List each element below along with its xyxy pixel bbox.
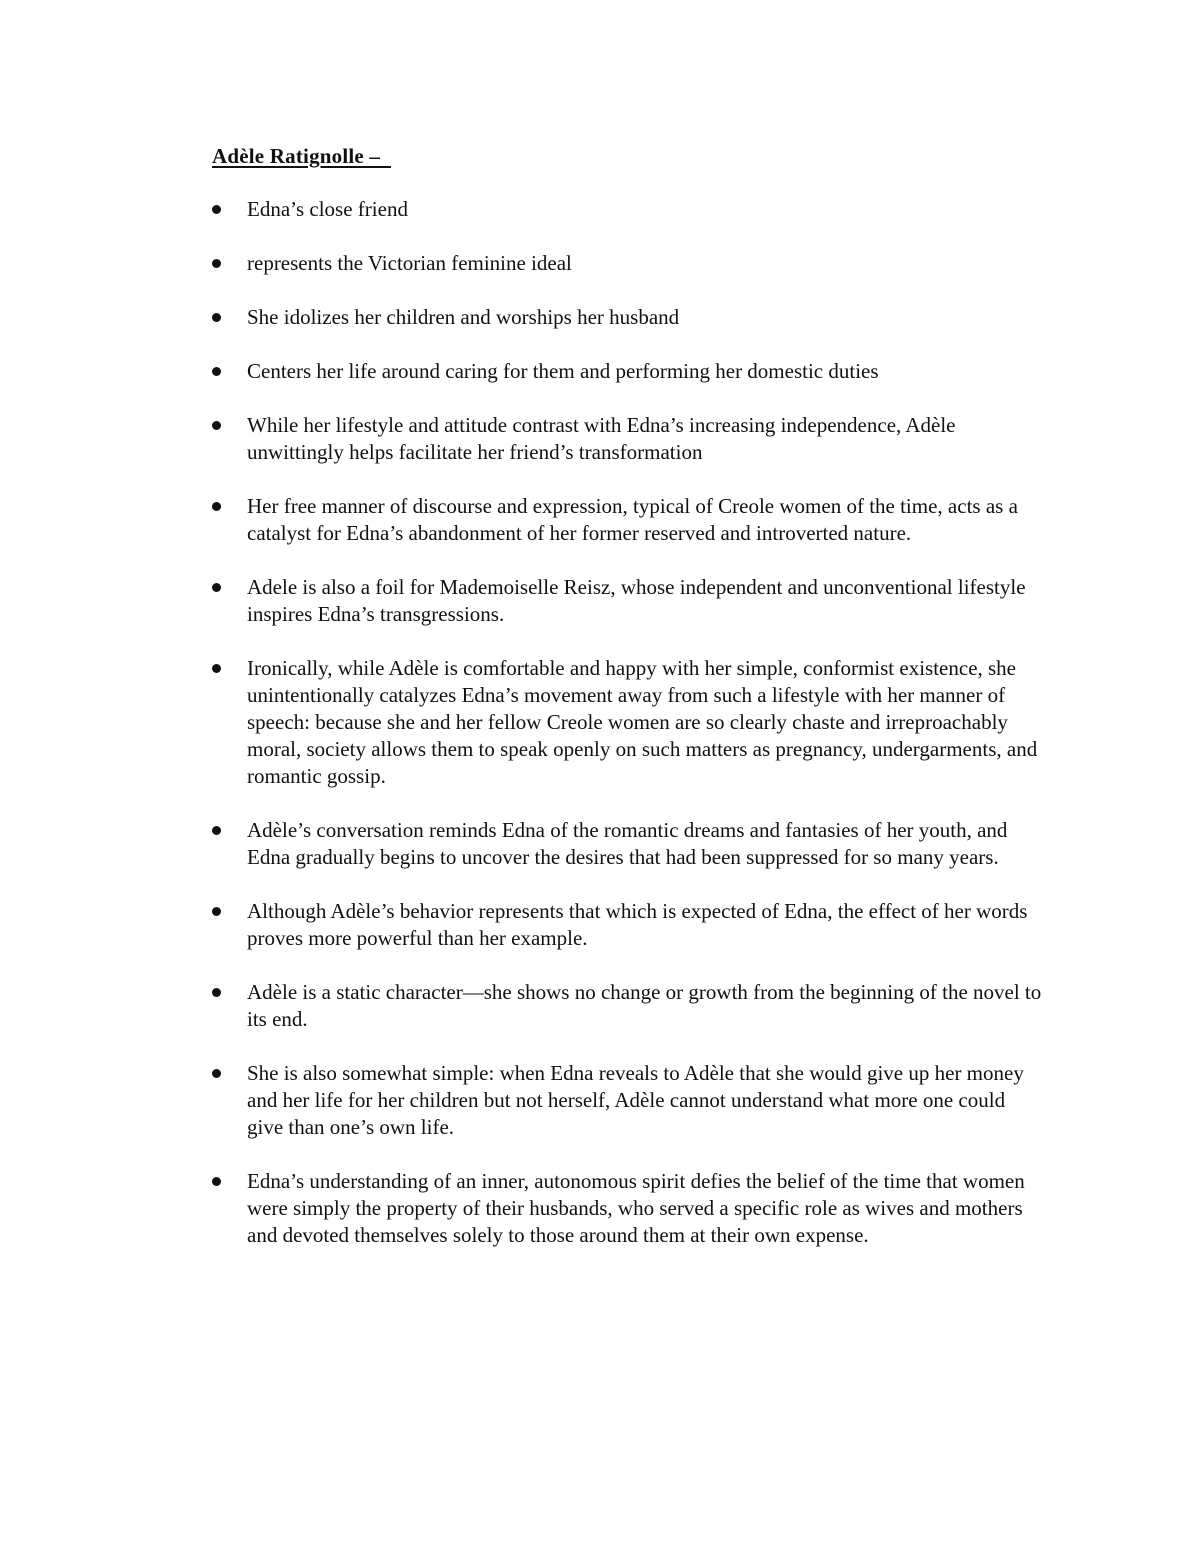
bullet-icon bbox=[212, 502, 221, 511]
list-item-text: Edna’s close friend bbox=[247, 197, 408, 221]
list-item-text: Her free manner of discourse and expression, typical of Creole women of the time, acts as a catalyst for Edna’s abandonment of her former reserved and introverted nature. bbox=[247, 494, 1018, 545]
bullet-icon bbox=[212, 664, 221, 673]
bullet-icon bbox=[212, 1069, 221, 1078]
list-item bbox=[212, 358, 1042, 385]
page-title: Adèle Ratignolle – bbox=[212, 144, 391, 168]
list-item bbox=[212, 817, 1042, 871]
bullet-icon bbox=[212, 205, 221, 214]
list-item bbox=[212, 304, 1042, 331]
list-item-text: Ironically, while Adèle is comfortable and happy with her simple, conformist existence, she unintentionally catalyzes Edna’s movement away from such a lifestyle with her manner of speech: because she and her fellow Creole women are so clearly chaste and irreproachably moral, society allows them to speak openly on such matters as pregnancy, undergarments, and romantic gossip. bbox=[247, 656, 1038, 788]
list-item-text: represents the Victorian feminine ideal bbox=[247, 251, 572, 275]
list-item-text: Adele is also a foil for Mademoiselle Reisz, whose independent and unconventional lifestyle inspires Edna’s transgressions. bbox=[247, 575, 1026, 626]
bullet-icon bbox=[212, 421, 221, 430]
list-item-text: She is also somewhat simple: when Edna reveals to Adèle that she would give up her money and her life for her children but not herself, Adèle cannot understand what more one could give than one’s own life. bbox=[247, 1061, 1024, 1139]
list-item-text: Adèle is a static character—she shows no change or growth from the beginning of the novel to its end. bbox=[247, 980, 1042, 1031]
list-item-text: Edna’s understanding of an inner, autonomous spirit defies the belief of the time that women were simply the property of their husbands, who served a specific role as wives and mothers and devoted themselves solely to those around them at their own expense. bbox=[247, 1169, 1025, 1247]
list-item bbox=[212, 250, 1042, 277]
list-item-text: She idolizes her children and worships her husband bbox=[247, 305, 680, 329]
list-item-text: Although Adèle’s behavior represents that which is expected of Edna, the effect of her words proves more powerful than her example. bbox=[247, 899, 1028, 950]
bullet-icon bbox=[212, 907, 221, 916]
list-item-text: While her lifestyle and attitude contrast with Edna’s increasing independence, Adèle unwittingly helps facilitate her friend’s transformation bbox=[247, 413, 956, 464]
list-item-text: Centers her life around caring for them and performing her domestic duties bbox=[247, 359, 879, 383]
list-item bbox=[212, 493, 1042, 547]
list-item bbox=[212, 655, 1042, 790]
bullet-icon bbox=[212, 988, 221, 997]
list-item bbox=[212, 979, 1042, 1033]
bullet-icon bbox=[212, 313, 221, 322]
bullet-icon bbox=[212, 826, 221, 835]
bullet-list bbox=[212, 196, 1042, 1276]
list-item bbox=[212, 196, 1042, 223]
bullet-icon bbox=[212, 583, 221, 592]
list-item-text: Adèle’s conversation reminds Edna of the romantic dreams and fantasies of her youth, and Edna gradually begins to uncover the desires that had been suppressed for so many years. bbox=[247, 818, 1008, 869]
list-item bbox=[212, 898, 1042, 952]
bullet-icon bbox=[212, 259, 221, 268]
list-item bbox=[212, 1168, 1042, 1249]
bullet-icon bbox=[212, 1177, 221, 1186]
list-item bbox=[212, 1060, 1042, 1141]
list-item bbox=[212, 412, 1042, 466]
bullet-icon bbox=[212, 367, 221, 376]
list-item bbox=[212, 574, 1042, 628]
